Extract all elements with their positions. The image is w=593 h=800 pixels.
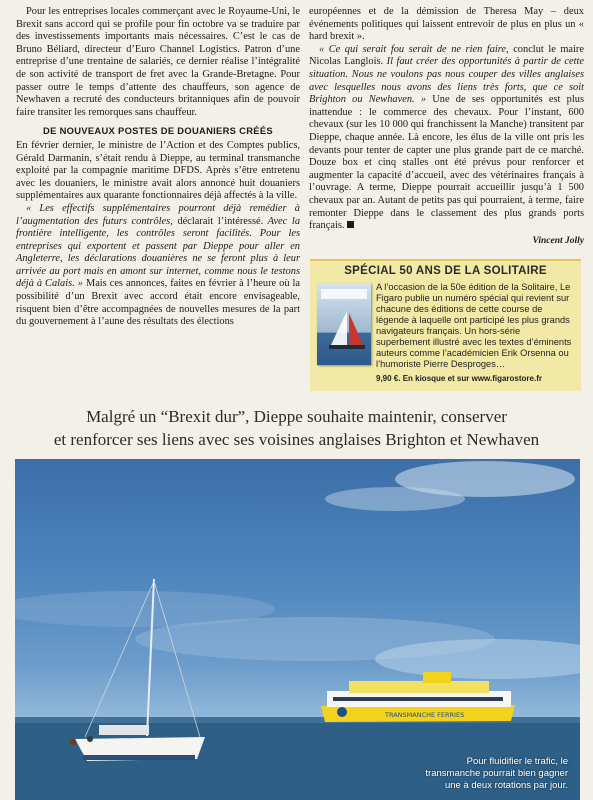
promo-title: SPÉCIAL 50 ANS DE LA SOLITAIRE — [344, 265, 547, 277]
harbour-photo — [15, 459, 580, 800]
quote-text: « Ce qui serait fou serait de ne rien faire, — [319, 43, 509, 55]
promo-box — [310, 259, 581, 391]
section-subhead: DE NOUVEAUX POSTES DE DOUANIERS CRÉÉS — [43, 125, 273, 137]
paragraph: européennes et de la démission de Theresa May – deux événements politiques qui laissent entrevoir de plus en plus un « hard brexit ». — [309, 6, 584, 43]
magazine-cover-image — [317, 283, 371, 365]
headline-line: Malgré un “Brexit dur”, Dieppe souhaite maintenir, conserver — [86, 407, 507, 426]
ferry-livery-text: TRANSMANCHE FERRIES — [385, 711, 465, 719]
paragraph-quote — [16, 203, 300, 329]
paragraph-quote — [309, 44, 584, 233]
paragraph: Pour les entreprises locales commerçant avec le Royaume-Uni, le Brexit sans accord qui se profile pour fin octobre va se traduire par des investissements importants mais nécessaires. C’est le cas de Bruno Béliard, directeur d’Euro Channel Logistics. Patron d’une entreprise d’une trentaine de salariés, ce dernier réalise l’intégralité de son activité de transport de fret avec la Grande-Bretagne. Pour passer outre le temps d’attente des chauffeurs, son agence de Newhaven a recruté des conducteurs britanniques afin de pouvoir faire transiter les remorques sans chauffeur. — [16, 6, 300, 118]
end-mark-icon — [347, 221, 354, 228]
paragraph-text: Une de ses opportunités est plus inattendue : le commerce des chevaux. Pour l’instant, 600 chevaux (sur les 10 000 qui franchissent la Manche) transitent par Dieppe, chaque année. Là encore, les élus de la ville ont pris les devants pour tenter de capter une plus grande part de ce marché. Douze box et cinq stalles ont été prévus pour renforcer et augmenter la capacité d’accueil, avec des vétérinaires français à l’ouvrage. A terme, Dieppe pourrait accueillir jusqu’à 1 500 chevaux par an. Autant de petits pas qui pourraient, à terme, faire remonter Dieppe dans le classement des plus grands ports français. — [309, 94, 584, 232]
cover-title-block — [321, 289, 367, 299]
photo-scene — [15, 459, 580, 800]
quote-text: « Les effectifs supplémentaires pourront déjà remédier à l’augmentation des futurs contrôles, — [16, 202, 300, 227]
headline-line: et renforcer ses liens avec ses voisines anglaises Brighton et Newhaven — [53, 430, 540, 449]
paragraph-text: déclarait l’intéressé. — [172, 215, 264, 227]
quote-text: Il faut créer des opportunités à partir de cette situation. Nous ne voulons pas nous couper des villes anglaises avec lesquelles nous avons des liens très forts, que ce soit Brighton ou Newhaven. » — [309, 56, 584, 106]
photo-caption: Pour fluidifier le trafic, le transmanche pourrait bien gagner une à deux rotations par jour. — [425, 756, 568, 791]
ferry-ship-icon — [321, 672, 515, 722]
photo-headline — [0, 405, 593, 451]
paragraph-text: Mais ces annonces, faites en février à l’heure où la possibilité d’un Brexit avec accord était encore envisageable, risquent bien d’être accompagnées de nouvelles mesures de la part du gouvernement à l’aune des résultats des élections — [16, 278, 301, 328]
promo-text: A l’occasion de la 50e édition de la Solitaire, Le Figaro publie un numéro spécial qui revient sur chacune des éditions de cette course de légende à laquelle ont participé les plus grands navigateurs français. Un hors-série superbement illustré avec les textes d’éminents auteurs comme l’académicien Erik Orsenna ou l’humoriste Pierre Desproges… — [376, 282, 572, 369]
paragraph-text: conclut le maire Nicolas Langlois. — [309, 43, 585, 68]
paragraph: En février dernier, le ministre de l’Action et des Comptes publics, Gérald Darmanin, s’était rendu à Dieppe, au terminal transmanche exploité par la compagnie maritime DFDS. Après s’être entretenu avec les douaniers, le ministre avait alors annoncé huit douaniers supplémentaires aux quarante fonctionnaires déjà affectés à la ville. — [16, 139, 300, 202]
promo-price-link[interactable]: 9,90 €. En kiosque et sur www.figarostore.fr — [376, 374, 542, 383]
article-column-left — [16, 6, 300, 329]
author-signature: Vincent Jolly — [532, 235, 584, 246]
quote-text: Avec la frontière intelligente, les contrôles seront facilités. Pour les entreprises qui exportent et passent par Dieppe pour aller en Angleterre, les déclarations douanières ne se feront plus à leur arrivée au port mais en amont sur internet, comme nous le testons déjà à Calais. » — [16, 215, 301, 290]
article-column-right — [309, 6, 584, 247]
